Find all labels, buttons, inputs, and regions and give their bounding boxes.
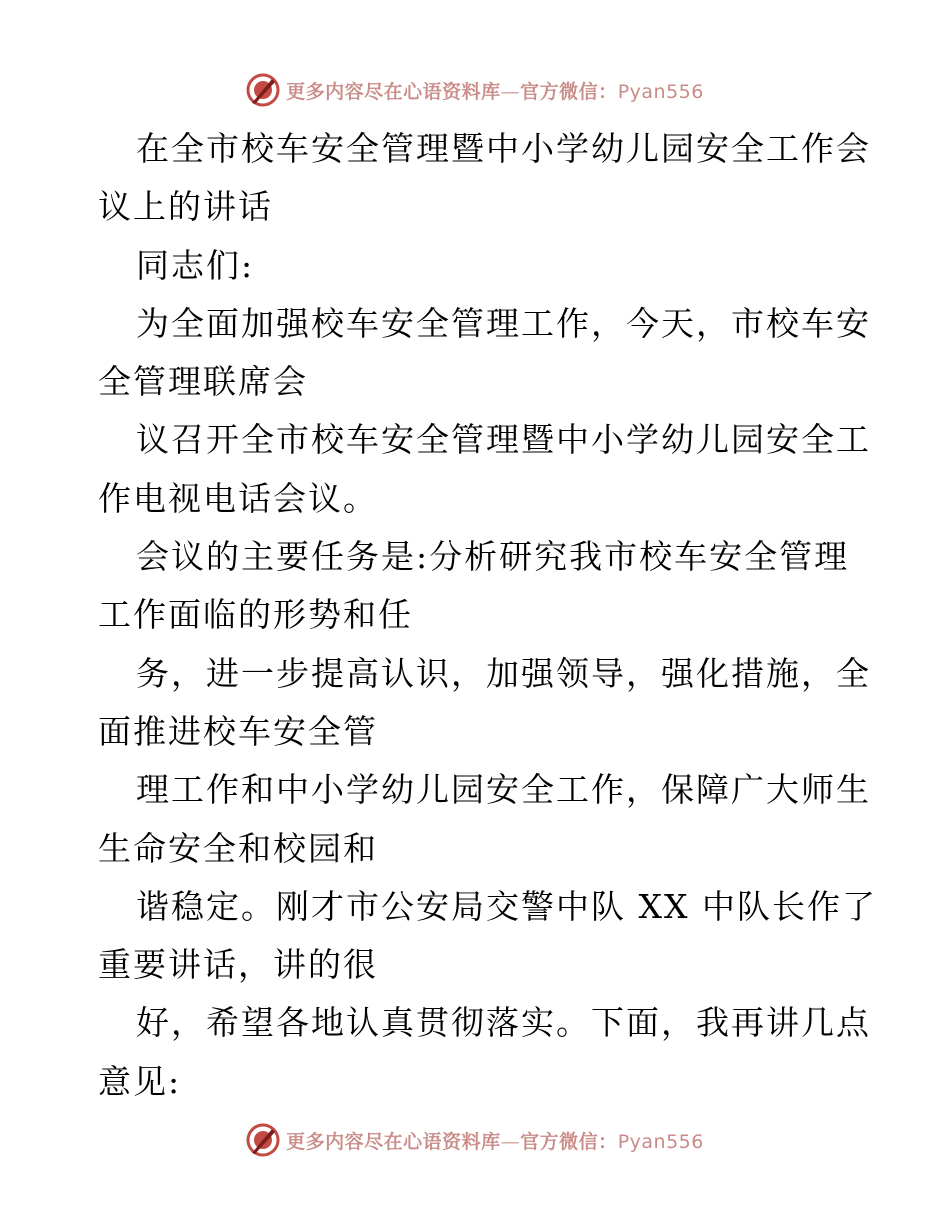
text-line: 工作面临的形势和任 (98, 595, 413, 635)
document-body (98, 120, 877, 1111)
text-line: 同志们: (136, 245, 255, 285)
text-line: 议上的讲话 (98, 187, 273, 227)
text-line: 在全市校车安全管理暨中小学幼儿园安全工作会 (136, 129, 871, 168)
text-line: 重要讲话，讲的很 (98, 945, 378, 985)
watermark-main: 更多内容尽在心语资料库 (286, 80, 501, 103)
footer-watermark (0, 1120, 950, 1160)
watermark-separator: — (500, 1130, 521, 1153)
watermark-label: 官方微信： (520, 80, 618, 103)
text-line: 全管理联席会 (98, 362, 308, 402)
header-watermark (0, 70, 950, 110)
text-line: 作电视电话会议。 (98, 478, 378, 518)
quill-seal-icon (246, 73, 280, 107)
text-line: 会议的主要任务是:分析研究我市校车安全管理 (136, 537, 850, 577)
watermark-text (286, 77, 704, 104)
quill-seal-icon (246, 1123, 280, 1157)
text-line: 谐稳定。刚才市公安局交警中队 XX 中队长作了 (136, 886, 877, 926)
text-line: 理工作和中小学幼儿园安全工作，保障广大师生 (136, 770, 871, 810)
watermark-label: 官方微信： (520, 1130, 618, 1153)
watermark-id: Pyan556 (617, 1130, 704, 1153)
text-line: 议召开全市校车安全管理暨中小学幼儿园安全工 (136, 420, 871, 460)
watermark-separator: — (500, 80, 521, 103)
text-line: 务，进一步提高认识，加强领导，强化措施，全 (136, 653, 871, 693)
watermark-main: 更多内容尽在心语资料库 (286, 1130, 501, 1153)
watermark-id: Pyan556 (617, 80, 704, 103)
text-line: 为全面加强校车安全管理工作，今天，市校车安 (136, 303, 871, 343)
watermark-text (286, 1127, 704, 1154)
text-line: 好，希望各地认真贯彻落实。下面，我再讲几点 (136, 1003, 871, 1043)
text-line: 意见: (98, 1061, 182, 1101)
text-line: 生命安全和校园和 (98, 828, 378, 868)
text-line: 面推进校车安全管 (98, 711, 378, 751)
